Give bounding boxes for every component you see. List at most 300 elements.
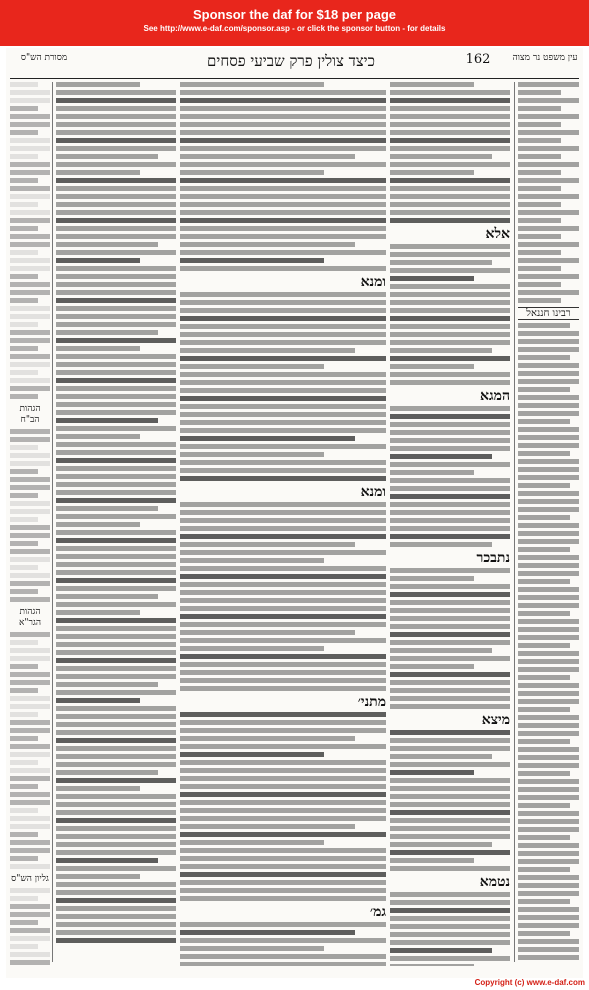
- text-line: [518, 242, 579, 247]
- text-line: [180, 356, 386, 361]
- text-line: [56, 690, 176, 695]
- text-line: [518, 763, 579, 768]
- text-line: [518, 587, 579, 592]
- text-line: [10, 525, 50, 530]
- text-line: [390, 470, 474, 475]
- text-line: [10, 202, 38, 207]
- text-line: [390, 858, 474, 863]
- text-line: [10, 704, 50, 709]
- text-line: [10, 848, 50, 853]
- text-line: [390, 186, 510, 191]
- text-line: [518, 707, 570, 712]
- text-line: [390, 956, 510, 961]
- text-line: [180, 460, 386, 465]
- text-line: [56, 154, 158, 159]
- text-line: [518, 675, 570, 680]
- text-line: [518, 827, 579, 832]
- text-line: [180, 510, 386, 515]
- text-line: [180, 178, 386, 183]
- text-line: [180, 646, 324, 651]
- text-line: [56, 818, 176, 823]
- dibbur-hamatchil: מתני׳: [357, 694, 386, 710]
- text-line: [56, 498, 176, 503]
- text-line: [56, 338, 176, 343]
- text-line: [518, 323, 570, 328]
- text-line: [390, 754, 492, 759]
- text-line: [180, 452, 324, 457]
- text-line: [518, 371, 579, 376]
- text-line: [390, 276, 474, 281]
- sponsor-title[interactable]: Sponsor the daf for $18 per page: [193, 7, 396, 22]
- text-line: [518, 459, 579, 464]
- text-line: [10, 509, 50, 514]
- text-line: [180, 566, 386, 571]
- text-line: [10, 378, 50, 383]
- text-line: [390, 98, 510, 103]
- text-line: [390, 446, 510, 451]
- text-line: [180, 90, 386, 95]
- text-line: [10, 186, 50, 191]
- text-line: [518, 210, 579, 215]
- text-line: [56, 578, 176, 583]
- text-line: [390, 146, 510, 151]
- text-line: [56, 890, 176, 895]
- text-line: [518, 891, 579, 896]
- dibbur-hamatchil: גמ׳: [369, 904, 386, 920]
- text-line: [518, 907, 579, 912]
- text-line: [518, 266, 561, 271]
- text-line: [56, 546, 176, 551]
- text-line: [56, 930, 176, 935]
- text-line: [518, 595, 579, 600]
- text-line: [390, 826, 510, 831]
- text-line: [56, 602, 176, 607]
- text-line: [180, 558, 324, 563]
- text-line: [180, 542, 355, 547]
- text-line: [10, 146, 50, 151]
- text-line: [390, 316, 510, 321]
- text-line: [518, 403, 579, 408]
- text-line: [518, 475, 579, 480]
- text-line: [518, 579, 570, 584]
- text-line: [518, 667, 579, 672]
- copyright-link[interactable]: Copyright (c) www.e-daf.com: [474, 978, 585, 987]
- text-line: [518, 106, 561, 111]
- text-line: [390, 818, 510, 823]
- text-line: [390, 130, 510, 135]
- text-line: [10, 744, 50, 749]
- text-line: [180, 130, 386, 135]
- text-line: [390, 672, 510, 677]
- gemara-column: [180, 82, 386, 966]
- text-line: [56, 738, 176, 743]
- text-line: [10, 640, 38, 645]
- text-line: [518, 170, 561, 175]
- text-line: [10, 832, 38, 837]
- text-line: [180, 186, 386, 191]
- text-line: [390, 510, 510, 515]
- text-line: [56, 418, 158, 423]
- text-line: [10, 298, 38, 303]
- text-line: [10, 130, 38, 135]
- text-line: [10, 138, 50, 143]
- text-line: [518, 114, 579, 119]
- text-line: [518, 218, 561, 223]
- text-line: [180, 412, 386, 417]
- text-line: [56, 914, 176, 919]
- text-line: [56, 226, 176, 231]
- text-line: [56, 194, 176, 199]
- text-line: [56, 938, 176, 943]
- text-line: [518, 723, 579, 728]
- text-line: [390, 534, 510, 539]
- text-line: [10, 632, 50, 637]
- text-line: [390, 170, 474, 175]
- text-line: [518, 819, 579, 824]
- text-line: [10, 752, 50, 757]
- text-line: [180, 308, 386, 313]
- text-line: [518, 843, 579, 848]
- text-line: [10, 445, 38, 450]
- text-line: [56, 186, 176, 191]
- text-line: [10, 274, 38, 279]
- text-line: [180, 364, 324, 369]
- text-line: [390, 640, 510, 645]
- text-line: [56, 378, 176, 383]
- text-line: [56, 346, 140, 351]
- text-line: [10, 338, 50, 343]
- text-line: [180, 122, 386, 127]
- text-line: [56, 666, 176, 671]
- text-line: [56, 826, 176, 831]
- text-line: [10, 354, 50, 359]
- text-line: [56, 386, 176, 391]
- text-line: [10, 210, 50, 215]
- text-line: [518, 859, 579, 864]
- text-line: [390, 406, 510, 411]
- text-line: [390, 526, 510, 531]
- text-line: [56, 586, 176, 591]
- text-line: [56, 114, 176, 119]
- text-line: [10, 573, 50, 578]
- text-line: [390, 892, 510, 897]
- text-line: [390, 218, 510, 223]
- text-line: [10, 533, 50, 538]
- text-line: [56, 106, 176, 111]
- text-line: [56, 450, 176, 455]
- text-line: [518, 507, 579, 512]
- rashi-column: [390, 82, 510, 966]
- text-line: [180, 146, 386, 151]
- text-line: [180, 930, 355, 935]
- text-line: [10, 469, 38, 474]
- text-line: [56, 362, 176, 367]
- text-line: [180, 534, 386, 539]
- text-line: [518, 419, 570, 424]
- text-line: [390, 414, 510, 419]
- text-line: [10, 760, 38, 765]
- text-line: [390, 908, 510, 913]
- text-line: [180, 170, 324, 175]
- text-line: [518, 523, 579, 528]
- text-line: [10, 800, 50, 805]
- text-line: [56, 642, 176, 647]
- text-line: [180, 792, 386, 797]
- text-line: [10, 170, 50, 175]
- text-line: [180, 436, 355, 441]
- text-line: [518, 427, 579, 432]
- text-line: [56, 898, 176, 903]
- text-line: [180, 888, 386, 893]
- text-line: [518, 162, 579, 167]
- text-line: [180, 404, 386, 409]
- sponsor-subtitle[interactable]: See http://www.e-daf.com/sponsor.asp - or click the sponsor button - for details: [143, 24, 446, 33]
- text-line: [518, 194, 579, 199]
- text-line: [180, 218, 386, 223]
- text-line: [56, 306, 176, 311]
- text-line: [390, 778, 510, 783]
- text-line: [56, 314, 176, 319]
- text-line: [390, 866, 510, 871]
- text-line: [518, 619, 579, 624]
- text-line: [518, 298, 561, 303]
- talmud-page: [6, 48, 583, 978]
- text-line: [390, 194, 510, 199]
- dibbur-hamatchil: נטמא: [479, 874, 510, 890]
- text-line: [180, 210, 386, 215]
- text-line: [518, 627, 579, 632]
- text-line: [56, 618, 176, 623]
- text-line: [180, 388, 386, 393]
- text-line: [56, 162, 176, 167]
- text-line: [56, 298, 176, 303]
- text-line: [180, 880, 386, 885]
- text-line: [10, 720, 50, 725]
- text-line: [56, 770, 158, 775]
- text-line: [180, 832, 386, 837]
- text-line: [56, 762, 176, 767]
- text-line: [180, 82, 324, 87]
- text-line: [518, 835, 570, 840]
- text-line: [56, 634, 176, 639]
- text-line: [56, 594, 158, 599]
- text-line: [10, 672, 50, 677]
- text-line: [180, 922, 386, 927]
- text-line: [180, 476, 386, 481]
- text-line: [180, 784, 386, 789]
- text-line: [10, 728, 50, 733]
- text-line: [390, 462, 510, 467]
- text-line: [56, 698, 140, 703]
- text-line: [518, 947, 579, 952]
- text-line: [390, 688, 510, 693]
- text-line: [56, 482, 176, 487]
- text-line: [56, 434, 140, 439]
- text-line: [518, 154, 561, 159]
- margin-label: הגהות הגר"א: [18, 607, 42, 628]
- text-line: [10, 589, 38, 594]
- text-line: [518, 643, 570, 648]
- text-line: [180, 760, 386, 765]
- text-line: [390, 584, 510, 589]
- text-line: [180, 550, 386, 555]
- text-line: [518, 787, 579, 792]
- text-line: [56, 754, 176, 759]
- text-line: [180, 258, 324, 263]
- text-line: [180, 606, 386, 611]
- text-line: [390, 422, 510, 427]
- text-line: [10, 792, 50, 797]
- text-line: [10, 784, 38, 789]
- text-line: [180, 234, 386, 239]
- dibbur-hamatchil: מיצא: [481, 712, 510, 728]
- text-line: [10, 952, 50, 957]
- text-line: [10, 122, 50, 127]
- text-line: [56, 922, 176, 927]
- text-line: [180, 662, 386, 667]
- text-line: [56, 538, 176, 543]
- text-line: [180, 776, 386, 781]
- text-line: [518, 939, 579, 944]
- text-line: [390, 810, 510, 815]
- text-line: [10, 557, 50, 562]
- text-line: [10, 656, 50, 661]
- text-line: [518, 563, 579, 568]
- text-line: [10, 106, 38, 111]
- text-line: [390, 364, 474, 369]
- text-line: [56, 834, 176, 839]
- text-line: [518, 467, 579, 472]
- text-line: [180, 712, 386, 717]
- text-line: [518, 339, 579, 344]
- text-line: [180, 848, 386, 853]
- text-line: [390, 340, 510, 345]
- text-line: [56, 522, 140, 527]
- text-line: [390, 696, 510, 701]
- text-line: [180, 824, 355, 829]
- text-line: [180, 324, 386, 329]
- text-line: [10, 565, 38, 570]
- text-line: [180, 638, 386, 643]
- text-line: [518, 146, 579, 151]
- text-line: [518, 274, 579, 279]
- text-line: [518, 715, 579, 720]
- text-line: [390, 122, 510, 127]
- text-line: [518, 178, 579, 183]
- text-line: [180, 114, 386, 119]
- text-line: [10, 453, 50, 458]
- text-line: [390, 178, 510, 183]
- text-line: [10, 808, 38, 813]
- text-line: [180, 226, 386, 231]
- text-line: [10, 82, 38, 87]
- text-line: [518, 899, 570, 904]
- text-line: [56, 410, 176, 415]
- text-line: [56, 330, 158, 335]
- text-line: [390, 600, 510, 605]
- text-line: [56, 290, 176, 295]
- text-line: [10, 928, 50, 933]
- text-line: [518, 691, 579, 696]
- text-line: [10, 920, 38, 925]
- text-line: [56, 858, 158, 863]
- text-line: [390, 268, 510, 273]
- text-line: [390, 680, 510, 685]
- text-line: [56, 98, 176, 103]
- text-line: [390, 730, 510, 735]
- dibbur-hamatchil: ומנא: [360, 274, 386, 290]
- text-line: [390, 834, 510, 839]
- text-line: [390, 948, 492, 953]
- text-line: [390, 252, 510, 257]
- text-line: [390, 704, 510, 709]
- text-line: [390, 380, 510, 385]
- text-line: [390, 616, 510, 621]
- text-line: [518, 923, 579, 928]
- text-line: [56, 810, 176, 815]
- text-line: [518, 747, 579, 752]
- text-line: [390, 924, 510, 929]
- text-line: [10, 597, 50, 602]
- text-line: [10, 864, 50, 869]
- text-line: [180, 316, 386, 321]
- text-line: [180, 808, 386, 813]
- text-line: [390, 90, 510, 95]
- text-line: [180, 242, 355, 247]
- dibbur-hamatchil: נתבכר: [476, 550, 510, 566]
- text-line: [56, 146, 176, 151]
- text-line: [10, 242, 50, 247]
- text-line: [390, 576, 474, 581]
- text-line: [390, 770, 474, 775]
- text-line: [180, 574, 386, 579]
- text-line: [180, 686, 386, 691]
- text-line: [10, 258, 50, 263]
- text-line: [180, 292, 386, 297]
- text-line: [10, 517, 38, 522]
- text-line: [180, 502, 386, 507]
- sponsor-banner[interactable]: [0, 0, 589, 46]
- text-line: [390, 284, 510, 289]
- rabbeinu-chananel-title: רבינו חננאל: [518, 307, 579, 320]
- text-line: [518, 387, 570, 392]
- text-line: [518, 483, 570, 488]
- text-line: [56, 242, 158, 247]
- text-line: [10, 346, 38, 351]
- text-line: [10, 282, 50, 287]
- text-line: [56, 458, 176, 463]
- text-line: [56, 266, 176, 271]
- dibbur-hamatchil: ומנא: [360, 484, 386, 500]
- text-line: [180, 678, 386, 683]
- margin-label: גליון הש"ס: [11, 874, 49, 884]
- text-line: [10, 162, 50, 167]
- text-line: [180, 816, 386, 821]
- text-line: [390, 542, 492, 547]
- text-line: [390, 850, 510, 855]
- text-line: [518, 355, 570, 360]
- text-line: [10, 896, 38, 901]
- text-line: [56, 626, 176, 631]
- text-line: [180, 840, 324, 845]
- text-line: [390, 592, 510, 597]
- text-line: [56, 658, 176, 663]
- text-line: [390, 430, 510, 435]
- text-line: [518, 955, 579, 960]
- text-line: [56, 682, 158, 687]
- dibbur-hamatchil: אלא: [485, 226, 510, 242]
- text-line: [518, 98, 579, 103]
